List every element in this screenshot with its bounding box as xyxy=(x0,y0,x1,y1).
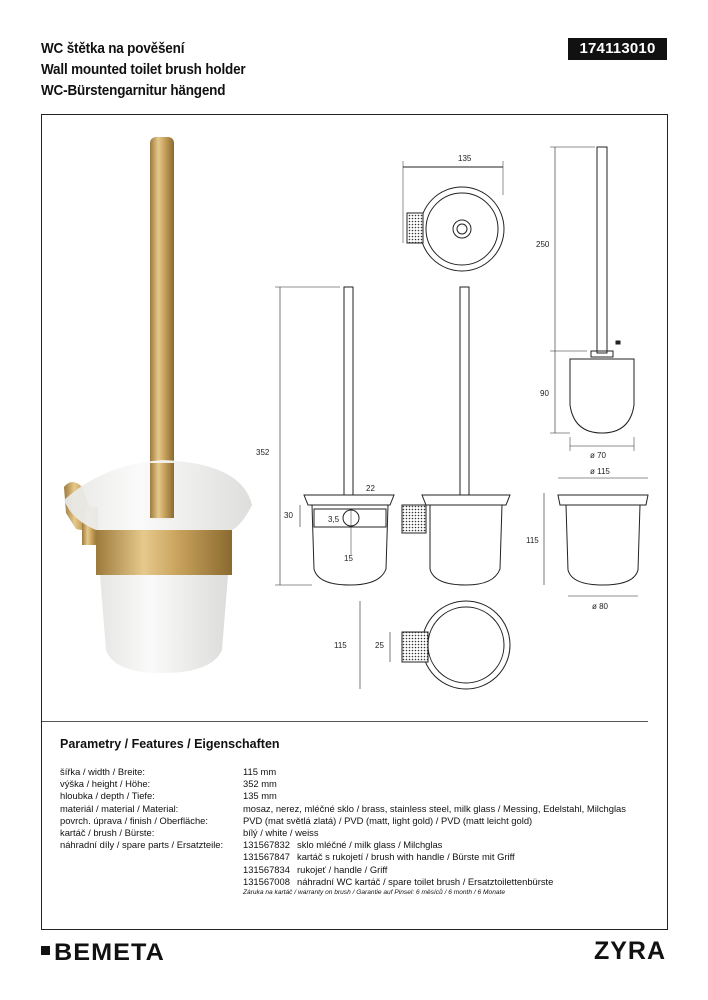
spare-parts-label: náhradní díly / spare parts / Ersatzteile: xyxy=(60,839,224,851)
spare-part-desc: kartáč s rukojetí / brush with handle / Bürste mit Griff xyxy=(297,851,515,863)
technical-drawing xyxy=(42,115,667,721)
brush-view xyxy=(550,147,634,451)
spec-label: šířka / width / Breite: xyxy=(60,766,145,777)
dim-ring-height: 30 xyxy=(284,511,293,520)
brand-name: BEMETA xyxy=(54,939,165,966)
dim-brush-head: 90 xyxy=(540,389,549,398)
title-block xyxy=(41,38,268,101)
spec-row xyxy=(60,778,660,790)
spec-value: 135 mm xyxy=(243,790,277,802)
top-view xyxy=(403,161,504,271)
title-czech: WC štětka na pověšení xyxy=(41,40,185,57)
spare-part-code: 131567834 xyxy=(243,863,290,875)
dim-top-width: 135 xyxy=(458,154,472,163)
dim-total-height: 352 xyxy=(256,448,270,457)
specs-title: Parametry / Features / Eigenschaften xyxy=(60,737,280,751)
spec-value: mosaz, nerez, mléčné sklo / brass, stainless steel, milk glass / Messing, Edelstahl, Milchglas xyxy=(243,802,626,814)
dim-cup-bottom-dia: ø 80 xyxy=(592,602,609,611)
spare-part-row xyxy=(60,876,660,888)
title-english: Wall mounted toilet brush holder xyxy=(41,61,246,78)
spec-row xyxy=(60,790,660,802)
spec-value: bílý / white / weiss xyxy=(243,827,319,839)
spare-part-desc: náhradní WC kartáč / spare toilet brush / Ersatztoilettenbürste xyxy=(297,875,554,887)
title-german: WC-Bürstengarnitur hängend xyxy=(41,82,226,99)
spare-part-code: 131567008 xyxy=(243,875,290,887)
spec-value: 115 mm xyxy=(243,766,277,777)
spare-part-code: 131567847 xyxy=(243,851,290,863)
spec-label: povrch. úprava / finish / Oberfläche: xyxy=(60,814,208,826)
spare-part-desc: sklo mléčné / milk glass / Milchglas xyxy=(297,839,443,851)
front-view xyxy=(402,287,510,585)
spare-part-code: 131567832 xyxy=(243,839,290,851)
spare-part-desc: rukojeť / handle / Griff xyxy=(297,863,388,875)
brand-logo xyxy=(41,939,165,966)
spec-label: výška / height / Höhe: xyxy=(60,778,151,790)
spec-row xyxy=(60,803,660,815)
dim-cup-top-dia: ø 115 xyxy=(590,467,610,476)
divider xyxy=(42,721,648,722)
product-photo xyxy=(64,137,252,673)
spec-value: 352 mm xyxy=(243,778,277,790)
dim-cup-height: 115 xyxy=(526,536,539,545)
product-line-name: ZYRA xyxy=(593,937,666,965)
spec-row xyxy=(60,815,660,827)
spare-part-row xyxy=(60,839,660,851)
logo-square-icon xyxy=(41,946,50,955)
spec-row xyxy=(60,827,660,839)
cup-view xyxy=(544,478,648,596)
dim-screw-c: 15 xyxy=(344,554,353,563)
dim-bottom-depth: 115 xyxy=(334,641,347,650)
spare-part-row xyxy=(60,851,660,863)
spec-label: hloubka / depth / Tiefe: xyxy=(60,790,155,802)
spec-row xyxy=(60,766,660,778)
warranty-note: Záruka na kartáč / warranty on brush / Garantie auf Pinsel: 6 měsíců / 6 month / 6 Monate xyxy=(243,889,506,897)
spec-value: PVD (mat světlá zlatá) / PVD (matt, light gold) / PVD (matt leicht gold) xyxy=(243,814,533,826)
side-view xyxy=(275,287,394,585)
dim-screw-a: 3,5 xyxy=(328,515,340,524)
product-code-badge: 174113010 xyxy=(568,38,667,60)
spec-label: kartáč / brush / Bürste: xyxy=(60,827,155,839)
dim-bottom-bracket: 25 xyxy=(375,641,384,650)
dim-brush-length: 250 xyxy=(536,240,550,249)
dim-brush-dia: ø 70 xyxy=(590,451,607,460)
spare-part-row xyxy=(60,864,660,876)
specs-table xyxy=(60,766,660,898)
spec-label: materiál / material / Material: xyxy=(60,802,179,814)
dim-screw-b: 22 xyxy=(366,484,375,493)
